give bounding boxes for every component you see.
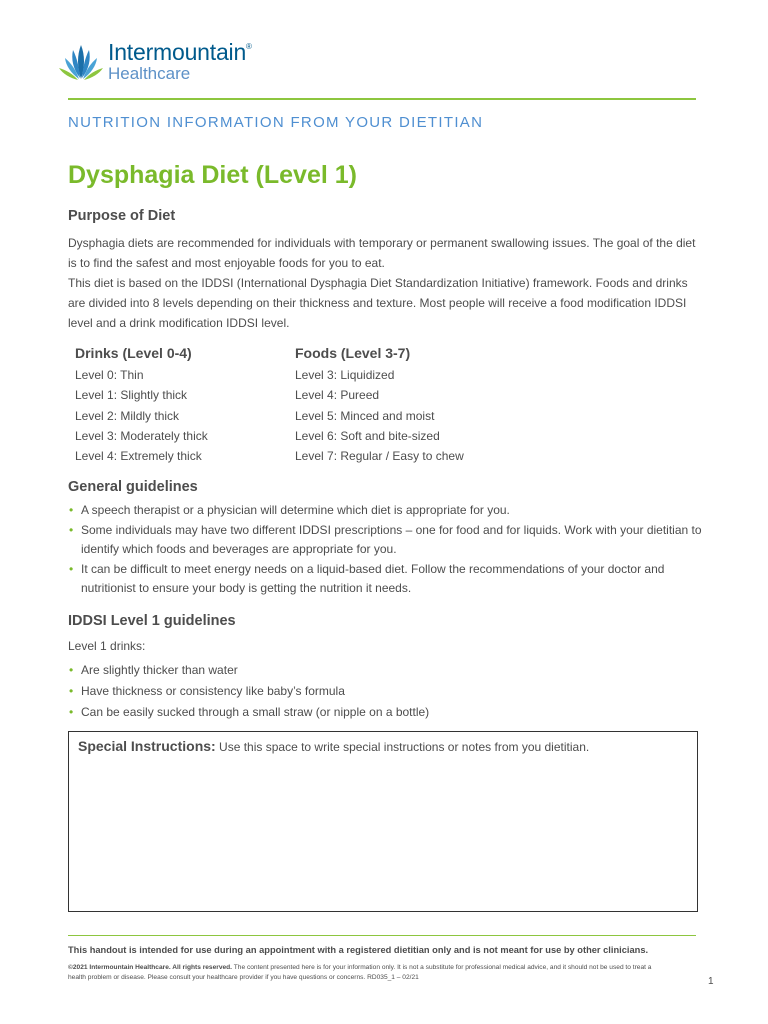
drinks-level-item: Level 0: Thin: [75, 368, 144, 382]
drinks-level-item: Level 2: Mildly thick: [75, 408, 180, 423]
list-item: • Have thickness or consistency like baby’s formula: [68, 681, 708, 702]
drinks-heading: Drinks (Level 0-4): [75, 345, 192, 361]
header-divider: [68, 98, 696, 100]
level1-guidelines-list: [68, 660, 708, 723]
list-item: • Are slightly thicker than water: [68, 660, 708, 681]
bullet-icon: •: [69, 705, 74, 719]
foods-level-item: Level 5: Minced and moist: [295, 408, 435, 423]
intermountain-logo: [58, 40, 252, 82]
intermountain-leaf-icon: [58, 41, 104, 81]
foods-heading: Foods (Level 3-7): [295, 345, 411, 361]
general-guidelines-list: [68, 501, 708, 599]
bullet-icon: •: [69, 561, 74, 576]
purpose-paragraph-2: This diet is based on the IDDSI (International Dysphagia Diet Standardization Initiative) framework. Foods and drinks are divided into 8 levels depending on their thickness and texture. Most people will receive a food modification IDDSI level and a drink modification IDDSI level.: [68, 276, 688, 330]
level1-intro: Level 1 drinks:: [68, 639, 146, 653]
foods-level-item: Level 7: Regular / Easy to chew: [295, 449, 464, 464]
drinks-level-item: Level 4: Extremely thick: [75, 449, 202, 464]
bullet-icon: •: [69, 503, 74, 517]
list-item: • Some individuals may have two different IDDSI prescriptions – one for food and for liquids. Work with your dietitian to identify which foods and beverages are appropriate for you.: [69, 522, 702, 556]
purpose-heading: Purpose of Diet: [68, 208, 176, 224]
page-number: 1: [708, 976, 714, 987]
purpose-paragraph-1: Dysphagia diets are recommended for individuals with temporary or permanent swallowing issues. The goal of the diet is to find the safest and most enjoyable foods for you to eat.: [68, 236, 696, 270]
general-guidelines-heading: General guidelines: [68, 479, 198, 495]
bullet-icon: •: [69, 663, 74, 677]
bullet-icon: •: [69, 684, 74, 698]
list-item: • It can be difficult to meet energy needs on a liquid-based diet. Follow the recommendations of your doctor and nutritionist to ensure your body is getting the nutrition it needs.: [69, 561, 665, 595]
drinks-column: [75, 345, 208, 466]
list-item: • A speech therapist or a physician will determine which diet is appropriate for you.: [68, 501, 708, 521]
foods-level-item: Level 6: Soft and bite-sized: [295, 428, 440, 443]
list-item: • Can be easily sucked through a small straw (or nipple on a bottle): [68, 702, 708, 723]
foods-level-item: Level 4: Pureed: [295, 388, 380, 403]
logo-wordmark: Intermountain®: [108, 38, 252, 65]
footer-notice: This handout is intended for use during an appointment with a registered dietitian only and is not meant for use by other clinicians.: [68, 945, 649, 955]
bullet-icon: •: [69, 522, 74, 537]
page-title: Dysphagia Diet (Level 1): [68, 161, 357, 189]
level1-guidelines-heading: IDDSI Level 1 guidelines: [68, 613, 236, 629]
drinks-level-item: Level 1: Slightly thick: [75, 388, 188, 403]
foods-level-item: Level 3: Liquidized: [295, 368, 395, 382]
logo-subtitle: Healthcare: [108, 63, 191, 83]
footer-disclaimer: ©2021 Intermountain Healthcare. All rights reserved. The content presented here is for your information only. It is not a substitute for professional medical advice, and it should not be used to treat a health problem or disease. Please consult your healthcare provider if you have questions or concerns. RD035_1 – 02/21: [68, 964, 652, 981]
special-instructions-label: Special Instructions:: [78, 738, 216, 754]
special-instructions-hint: Use this space to write special instructions or notes from you dietitian.: [215, 740, 590, 754]
drinks-level-item: Level 3: Moderately thick: [75, 428, 208, 443]
section-kicker: NUTRITION INFORMATION FROM YOUR DIETITIAN: [68, 114, 484, 131]
special-instructions-box[interactable]: [68, 731, 698, 912]
foods-column: [295, 345, 464, 466]
footer-divider: [68, 935, 696, 936]
